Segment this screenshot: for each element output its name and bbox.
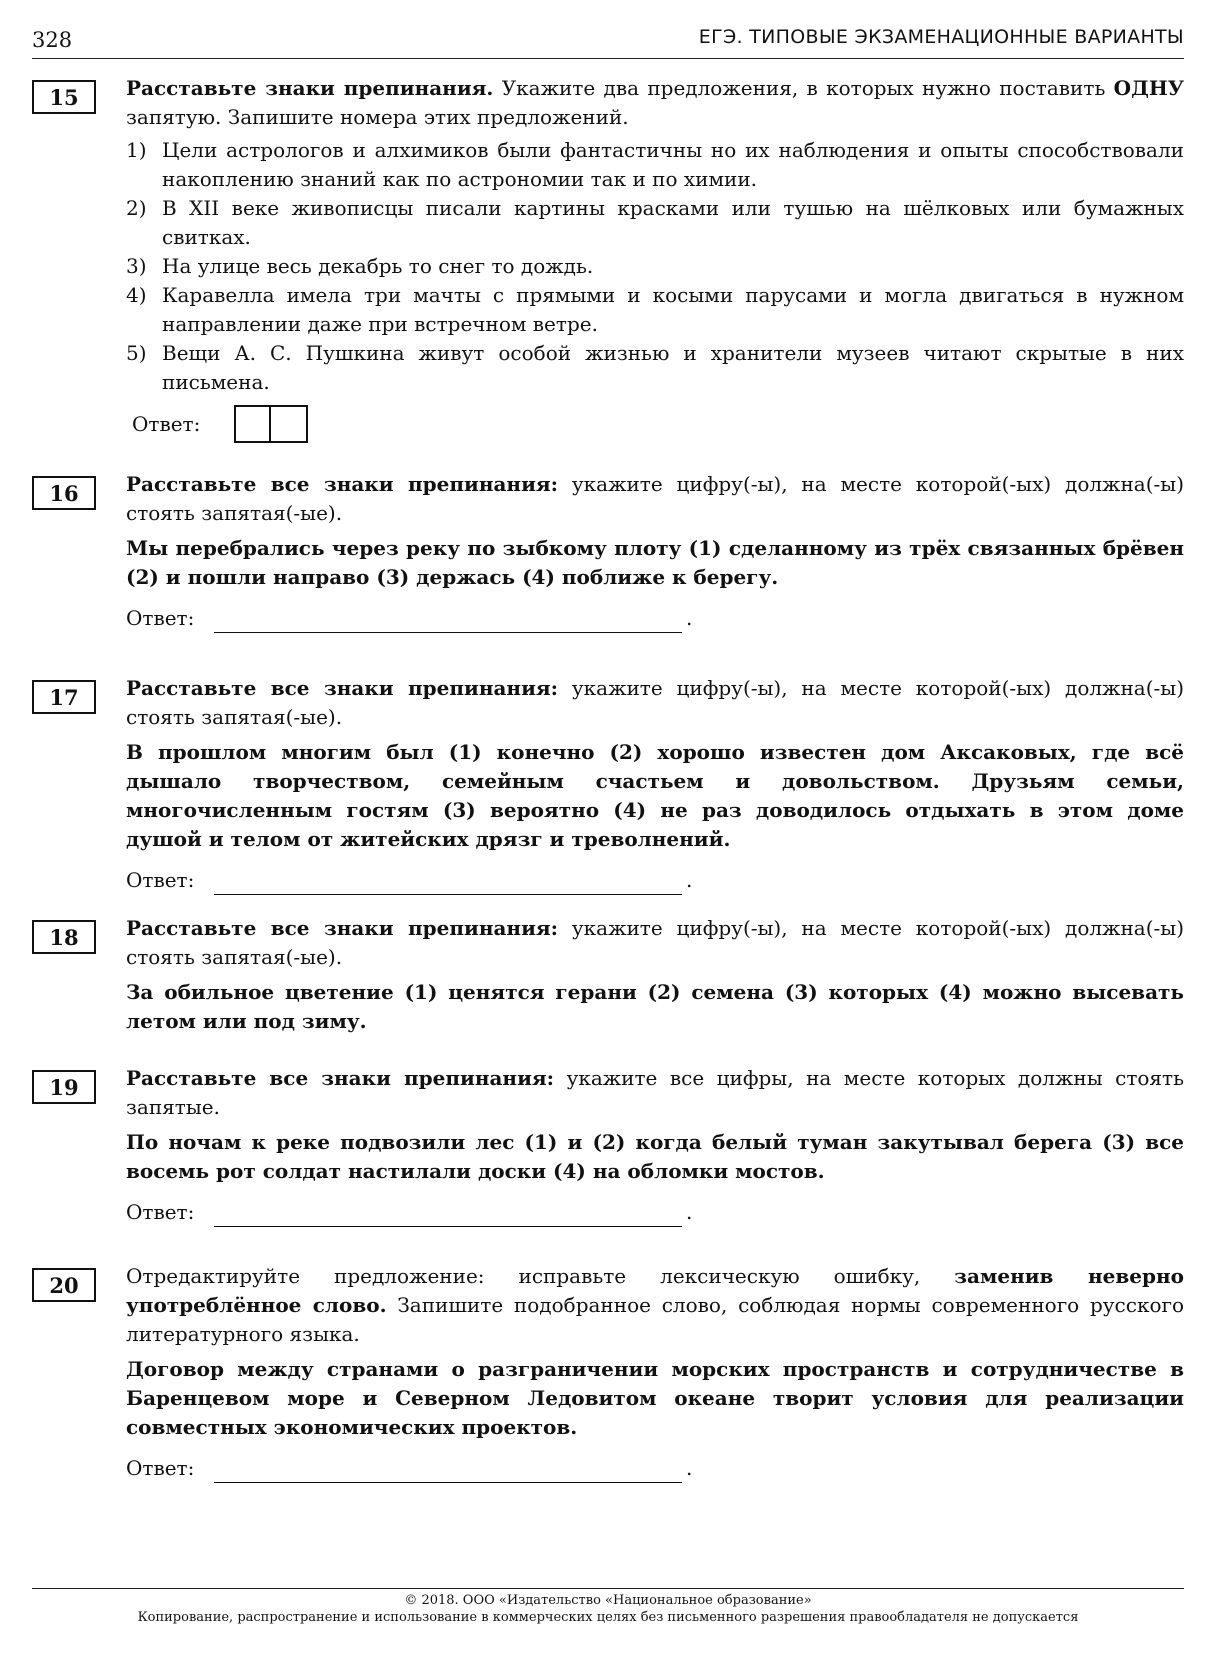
answer-line[interactable] (214, 1460, 682, 1483)
instruction-text: запятую. Запишите номера этих предложений. (126, 105, 629, 129)
footer-divider (32, 1588, 1184, 1589)
answer-row (126, 604, 1184, 633)
option-text: Каравелла имела три мачты с прямыми и косыми парусами и могла двигаться в нужном направлении даже при встречном ветре. (162, 283, 1184, 336)
option-text: Цели астрологов и алхимиков были фантастичны но их наблюдения и опыты способствовали накоплению знаний как по астрономии так и по химии. (162, 138, 1184, 191)
instruction-text: Отредактируйте предложение: исправьте лексическую ошибку, (126, 1264, 921, 1288)
answer-dot: . (686, 1456, 693, 1480)
instruction-bold: Расставьте все знаки препинания: (126, 1066, 555, 1090)
task-content (126, 1064, 1184, 1227)
instruction-text: Запишите подобранное слово, соблюдая нормы современного русского литературного языка. (126, 1293, 1184, 1346)
task-instruction (126, 74, 1184, 132)
task-number-box: 19 (32, 1070, 96, 1104)
task-instruction (126, 914, 1184, 972)
option-number: 2) (126, 196, 147, 220)
instruction-text: укажите цифру(-ы), на месте которой(-ых) должна(-ы) стоять запятая(-ые). (126, 472, 1184, 525)
answer-dot: . (686, 868, 693, 892)
option-number: 1) (126, 138, 147, 162)
instruction-text: укажите цифру(-ы), на месте которой(-ых) должна(-ы) стоять запятая(-ые). (126, 676, 1184, 729)
option-number: 3) (126, 254, 147, 278)
task-instruction (126, 1064, 1184, 1122)
task-number-box: 15 (32, 80, 96, 114)
option-text: На улице весь декабрь то снег то дождь. (162, 254, 594, 278)
task-sentence: По ночам к реке подвозили лес (1) и (2) когда белый туман закутывал берега (3) все восемь рот солдат настилали доски (4) на обломки мостов. (126, 1130, 1184, 1183)
task-number-box: 20 (32, 1268, 96, 1302)
footer-notice: Копирование, распространение и использование в коммерческих целях без письменного разрешения правообладателя не допускается (137, 1610, 1079, 1625)
task-sentence: Мы перебрались через реку по зыбкому плоту (1) сделанному из трёх связанных брёвен (2) и пошли направо (3) держась (4) поближе к берегу. (126, 536, 1184, 589)
option-item (126, 252, 1184, 281)
task-content (126, 914, 1184, 1036)
option-number: 4) (126, 283, 147, 307)
option-item (126, 136, 1184, 194)
instruction-bold: Расставьте все знаки препинания: (126, 472, 559, 496)
header-divider (32, 58, 1184, 59)
option-item (126, 339, 1184, 397)
answer-row (126, 1198, 1184, 1227)
answer-line[interactable] (214, 1204, 682, 1227)
task-content (126, 674, 1184, 895)
answer-line[interactable] (214, 872, 682, 895)
task-instruction (126, 1262, 1184, 1349)
answer-cell-2[interactable] (271, 405, 308, 443)
page-number: 328 (32, 28, 73, 52)
task-content (126, 470, 1184, 633)
answer-label: Ответ: (126, 1456, 195, 1480)
task-number-box: 17 (32, 680, 96, 714)
answer-label: Ответ: (132, 411, 201, 436)
option-item (126, 281, 1184, 339)
task-content (126, 74, 1184, 443)
instruction-text: укажите цифру(-ы), на месте которой(-ых) должна(-ы) стоять запятая(-ые). (126, 916, 1184, 969)
answer-dot: . (686, 1200, 693, 1224)
answer-label: Ответ: (126, 868, 195, 892)
task-instruction (126, 674, 1184, 732)
instruction-bold: Расставьте все знаки препинания: (126, 676, 559, 700)
instruction-bold-emphasis: ОДНУ (1113, 76, 1184, 100)
answer-dot: . (686, 606, 693, 630)
page-footer (32, 1592, 1184, 1626)
instruction-text: Укажите два предложения, в которых нужно поставить (501, 76, 1106, 100)
answer-row (126, 405, 1184, 443)
footer-copyright: © 2018. ООО «Издательство «Национальное образование» (404, 1593, 812, 1608)
answer-cells[interactable] (234, 405, 308, 443)
option-number: 5) (126, 341, 147, 365)
task-content (126, 1262, 1184, 1483)
task-sentence: За обильное цветение (1) ценятся герани (2) семена (3) которых (4) можно высевать летом или под зиму. (126, 980, 1184, 1033)
option-list (126, 136, 1184, 397)
instruction-bold: заменив неверно употреблённое слово. (126, 1264, 1184, 1317)
answer-label: Ответ: (126, 606, 195, 630)
answer-line[interactable] (214, 610, 682, 633)
instruction-text: укажите все цифры, на месте которых должны стоять запятые. (126, 1066, 1184, 1119)
instruction-bold: Расставьте знаки препинания. (126, 76, 494, 100)
running-title: ЕГЭ. ТИПОВЫЕ ЭКЗАМЕНАЦИОННЫЕ ВАРИАНТЫ (698, 26, 1184, 48)
task-sentence: В прошлом многим был (1) конечно (2) хорошо известен дом Аксаковых, где всё дышало творчеством, семейным счастьем и довольством. Друзьям семьи, многочисленным гостям (3) вероятно (4) не раз доводилось отдыхать в этом доме душой и телом от житейских дрязг и треволнений. (126, 740, 1184, 851)
task-number-box: 16 (32, 476, 96, 510)
answer-row (126, 866, 1184, 895)
answer-cell-1[interactable] (234, 405, 271, 443)
option-item (126, 194, 1184, 252)
task-number-box: 18 (32, 920, 96, 954)
option-text: Вещи А. С. Пушкина живут особой жизнью и хранители музеев читают скрытые в них письмена. (162, 341, 1184, 394)
instruction-bold: Расставьте все знаки препинания: (126, 916, 559, 940)
answer-row (126, 1454, 1184, 1483)
task-instruction (126, 470, 1184, 528)
answer-label: Ответ: (126, 1200, 195, 1224)
option-text: В XII веке живописцы писали картины красками или тушью на шёлковых или бумажных свитках. (162, 196, 1184, 249)
task-sentence: Договор между странами о разграничении морских пространств и сотрудничестве в Баренцевом море и Северном Ледовитом океане творит условия для реализации совместных экономических проектов. (126, 1357, 1184, 1439)
page-header (32, 22, 1184, 52)
